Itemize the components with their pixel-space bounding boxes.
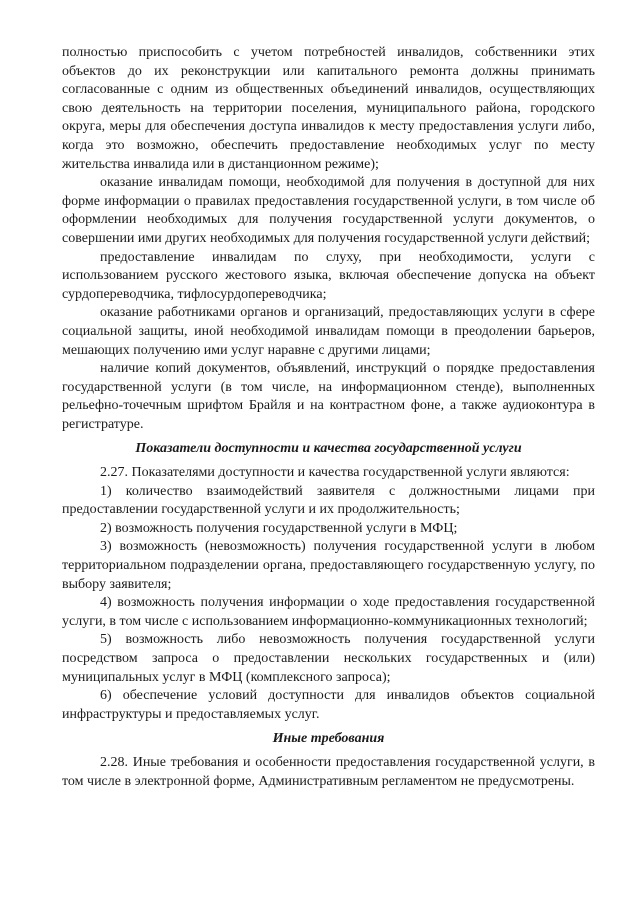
list-item-4: 4) возможность получения информации о ходе предоставления государственной услуги, в том числе с использованием информационно-коммуникационных технологий; xyxy=(62,595,595,629)
paragraph-continuation: полностью приспособить с учетом потребностей инвалидов, собственники этих объектов до их реконструкции или капитального ремонта должны принимать согласованные с одним из общественных объединений инвалидов, осуществляющих свою деятельность на территории поселения, муниципального района, городского округа, меры для обеспечения доступа инвалидов к месту предоставления услуги либо, когда это возможно, обеспечить предоставление необходимых услуг по месту жительства инвалида или в дистанционном режиме); xyxy=(62,45,595,172)
paragraph-braille: наличие копий документов, объявлений, инструкций о порядке предоставления государственной услуги (в том числе, на информационном стенде), выполненных рельефно-точечным шрифтом Брайля и на контрастном фоне, а также аудиоконтура в регистратуре. xyxy=(62,361,595,432)
section-heading-accessibility: Показатели доступности и качества государственной услуги xyxy=(135,441,522,457)
section-heading-other: Иные требования xyxy=(272,731,385,747)
list-item-1: 1) количество взаимодействий заявителя с должностными лицами при предоставлении государственной услуги и их продолжительность; xyxy=(62,483,595,518)
paragraph-2-27: 2.27. Показателями доступности и качества государственной услуги являются: xyxy=(100,465,570,481)
list-item-6: 6) обеспечение условий доступности для инвалидов объектов социальной инфраструктуры и предоставляемых услуг. xyxy=(62,688,595,722)
paragraph-2-28: 2.28. Иные требования и особенности предоставления государственной услуги, в том числе в электронной форме, Административным регламентом не предусмотрены. xyxy=(62,754,595,789)
paragraph-assistance-info: оказание инвалидам помощи, необходимой для получения в доступной для них форме информации о правилах предоставления государственной услуги, в том числе об оформлении необходимых для получения государственной услуги документов, о совершении ими других необходимых для получения государственной услуги действий; xyxy=(62,175,595,246)
list-item-5: 5) возможность либо невозможность получения государственной услуги посредством запроса о предоставлении нескольких государственных и (или) муниципальных услуг в МФЦ (комплексного запроса); xyxy=(62,632,595,685)
paragraph-staff-assistance: оказание работниками органов и организаций, предоставляющих услуги в сфере социальной защиты, иной необходимой инвалидам помощи в преодолении барьеров, мешающих получению ими услуг наравне с другими лицами; xyxy=(62,305,595,358)
document-page xyxy=(62,44,595,791)
list-item-2: 2) возможность получения государственной услуги в МФЦ; xyxy=(100,520,458,536)
paragraph-sign-language: предоставление инвалидам по слуху, при необходимости, услуги с использованием русского жестового языка, включая обеспечение допуска на объект сурдопереводчика, тифлосурдопереводчика; xyxy=(62,249,595,302)
list-item-3: 3) возможность (невозможность) получения государственной услуги в любом территориальном подразделении органа, предоставляющего государственную услугу, по выбору заявителя; xyxy=(62,539,595,592)
